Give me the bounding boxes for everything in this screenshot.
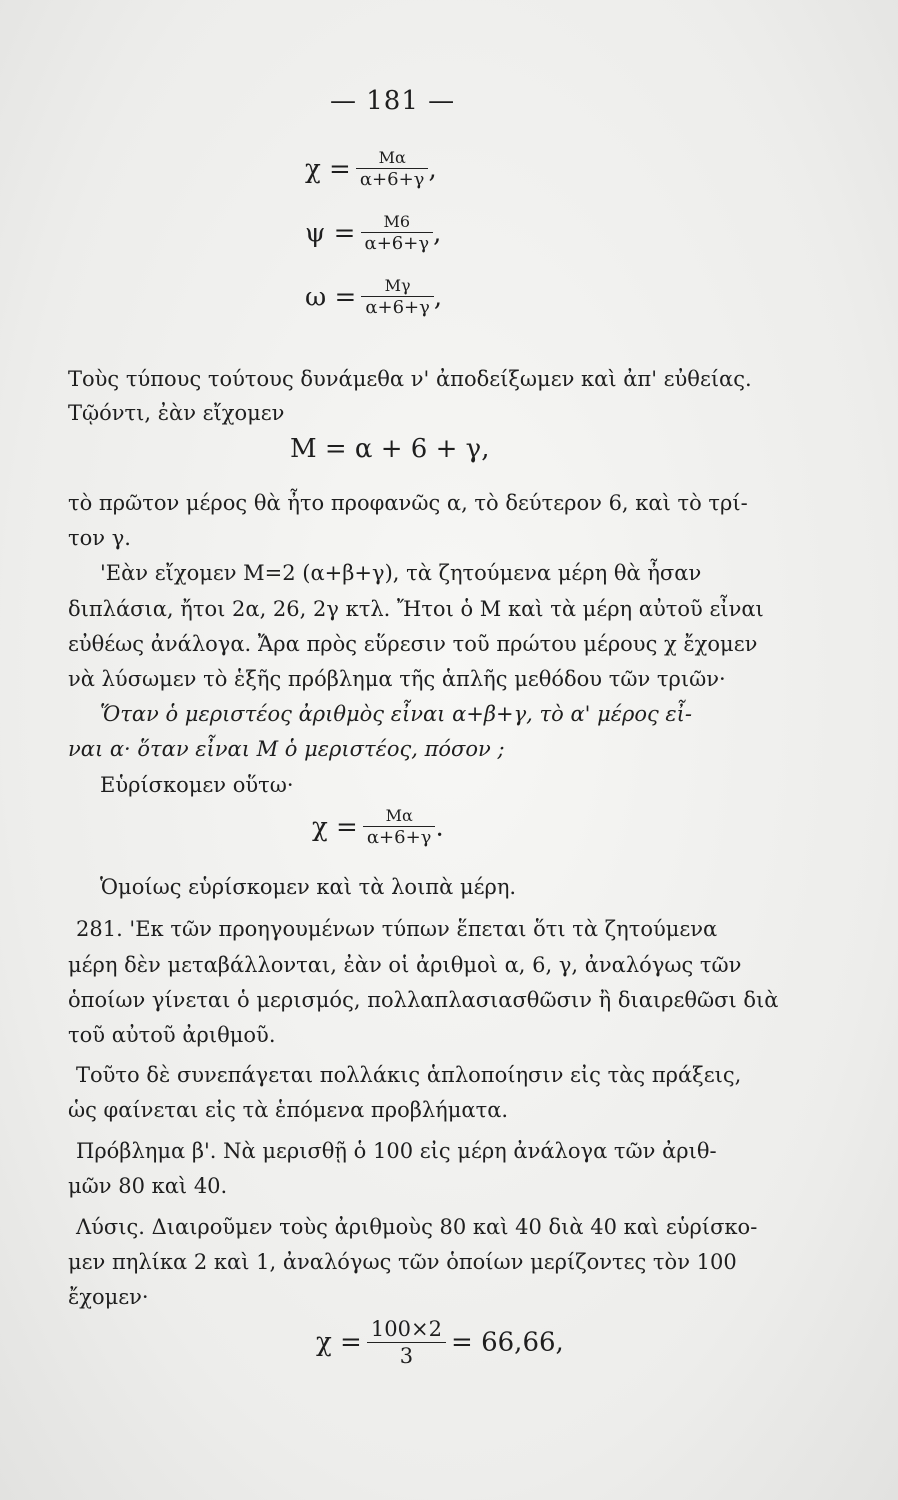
numerator: M6	[383, 212, 411, 231]
formula-chi	[305, 148, 437, 191]
punct: ,	[433, 282, 443, 313]
fraction	[361, 276, 434, 319]
text-line: νὰ λύσωμεν τὸ ἑξῆς πρόβλημα τῆς ἁπλῆς μεθόδου τῶν τριῶν·	[68, 667, 726, 691]
text-line: ναι α· ὅταν εἶναι Μ ὁ μεριστέος, πόσον ;	[68, 737, 505, 761]
text-line: 'Εὰν εἴχομεν M=2 (α+β+γ), τὰ ζητούμενα μέρη θὰ ἦσαν	[100, 561, 702, 585]
numerator: Mγ	[384, 276, 411, 295]
denominator: α+6+γ	[361, 232, 434, 255]
text-line: τὸ πρῶτον μέρος θὰ ἦτο προφανῶς α, τὸ δεύτερον 6, καὶ τὸ τρί-	[68, 491, 748, 515]
text-line: τον γ.	[68, 526, 131, 550]
text-line: ἔχομεν·	[68, 1285, 149, 1309]
fraction	[363, 806, 436, 849]
formula-chi-2	[312, 806, 444, 849]
text-line: Τοῦτο δὲ συνεπάγεται πολλάκις ἁπλοποίησιν εἰς τὰς πράξεις,	[76, 1063, 742, 1087]
text-line: μέρη δὲν μεταβάλλονται, ἐὰν οἱ ἀριθμοὶ α, 6, γ, ἀναλόγως τῶν	[68, 953, 742, 977]
text-line: διπλάσια, ἤτοι 2α, 26, 2γ κτλ. Ἤτοι ὁ Μ καὶ τὰ μέρη αὐτοῦ εἶναι	[68, 597, 764, 621]
text-line: Ὁμοίως εὑρίσκομεν καὶ τὰ λοιπὰ μέρη.	[100, 875, 517, 899]
formula-rhs: = 66,66,	[451, 1327, 564, 1358]
text-line: Ὅταν ὁ μεριστέος ἀριθμὸς εἶναι α+β+γ, τὸ α' μέρος εἶ-	[100, 702, 693, 726]
text-line: Πρόβλημα β'. Νὰ μερισθῇ ὁ 100 εἰς μέρη ἀνάλογα τῶν ἀριθ-	[76, 1139, 717, 1163]
formula-omega	[305, 276, 442, 319]
page-number: — 181 —	[330, 86, 456, 116]
text-line: τοῦ αὐτοῦ ἀριθμοῦ.	[68, 1023, 276, 1047]
text-line: Λύσις. Διαιροῦμεν τοὺς ἀριθμοὺς 80 καὶ 40 διὰ 40 καὶ εὑρίσκο-	[76, 1215, 758, 1239]
text-line: ὡς φαίνεται εἰς τὰ ἑπόμενα προβλήματα.	[68, 1098, 509, 1122]
punct: .	[435, 812, 444, 843]
text-line: μεν πηλίκα 2 καὶ 1, ἀναλόγως τῶν ὁποίων μερίζοντες τὸν 100	[68, 1250, 737, 1274]
text-line: Τοὺς τύπους τούτους δυνάμεθα ν' ἀποδείξωμεν καὶ ἀπ' εὐθείας.	[68, 367, 752, 391]
text-line: Εὑρίσκομεν οὕτω·	[100, 773, 294, 797]
formula-lhs: χ =	[312, 812, 358, 843]
text-line: Τῷόντι, ἐὰν εἴχομεν	[68, 401, 285, 425]
denominator: α+6+γ	[361, 296, 434, 319]
text-line: μῶν 80 καὶ 40.	[68, 1174, 228, 1198]
text-line: εὐθέως ἀνάλογα. Ἄρα πρὸς εὕρεσιν τοῦ πρώτου μέρους χ ἔχομεν	[68, 632, 758, 656]
numerator: 100×2	[370, 1317, 442, 1341]
fraction	[361, 212, 434, 255]
denominator: 3	[367, 1342, 446, 1369]
punct: ,	[433, 218, 442, 249]
formula-lhs: χ =	[305, 154, 351, 185]
text-line: ὁποίων γίνεται ὁ μερισμός, πολλαπλασιασθῶσιν ἢ διαιρεθῶσι διὰ	[68, 988, 779, 1012]
numerator: Mα	[378, 148, 406, 167]
fraction	[367, 1316, 446, 1369]
denominator: α+6+γ	[356, 168, 429, 191]
formula-lhs: ω =	[305, 282, 357, 313]
formula-final	[316, 1316, 564, 1369]
equation-line: M = α + 6 + γ,	[290, 434, 490, 464]
formula-lhs: ψ =	[305, 218, 356, 249]
fraction	[356, 148, 429, 191]
numerator: Mα	[385, 806, 413, 825]
denominator: α+6+γ	[363, 826, 436, 849]
formula-psi	[305, 212, 441, 255]
text-line: 281. 'Εκ τῶν προηγουμένων τύπων ἕπεται ὅτι τὰ ζητούμενα	[76, 917, 718, 941]
punct: ,	[428, 154, 437, 185]
formula-lhs: χ =	[316, 1327, 362, 1358]
